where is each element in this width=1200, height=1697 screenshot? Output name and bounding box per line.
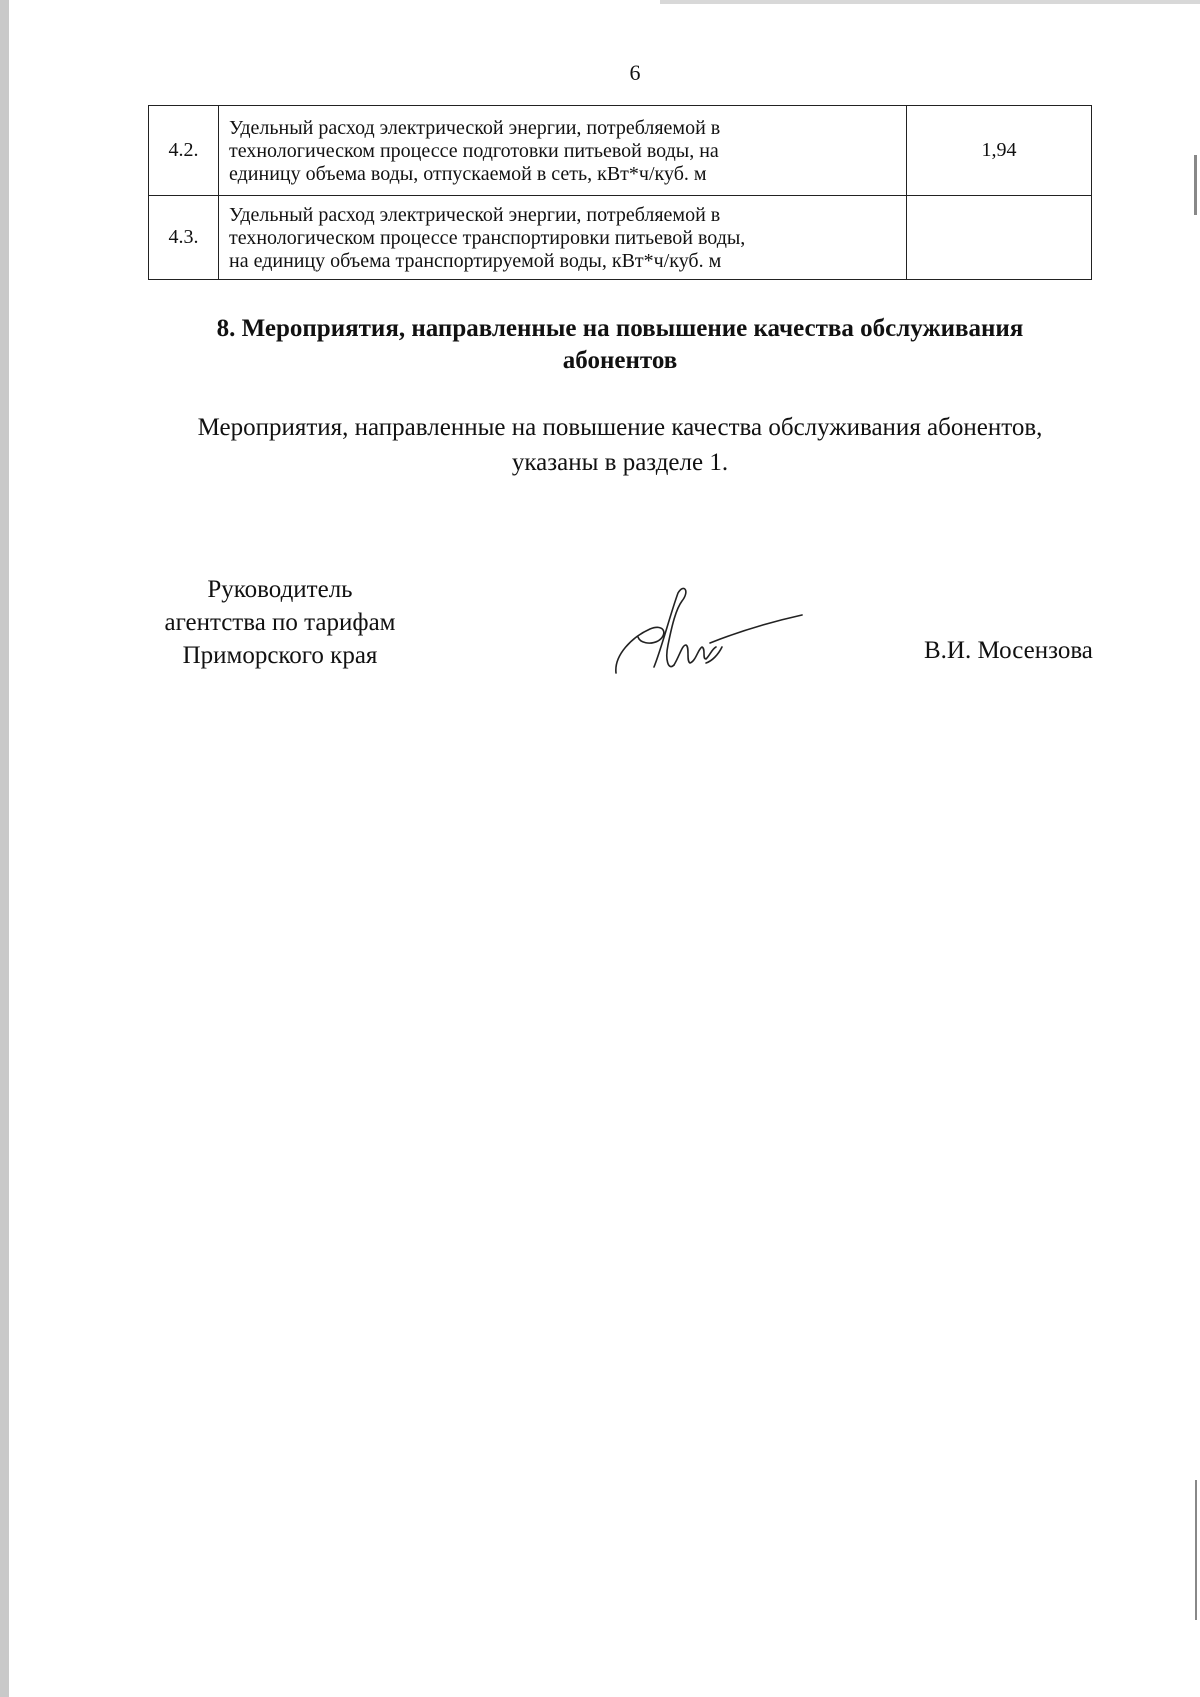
heading-line: абонентов xyxy=(562,347,678,374)
scan-edge-right xyxy=(1195,1480,1197,1620)
description-line: Удельный расход электрической энергии, потребляемой в xyxy=(229,204,721,226)
signer-name: В.И. Мосензова xyxy=(924,637,1093,664)
scan-edge-right xyxy=(1194,155,1197,215)
body-line: Мероприятия, направленные на повышение качества обслуживания абонентов, xyxy=(197,414,1043,441)
handwritten-signature xyxy=(610,585,805,685)
description-line: технологическом процессе подготовки питьевой воды, на xyxy=(229,140,719,162)
scan-edge-left xyxy=(0,0,9,1697)
scan-edge-top xyxy=(660,0,1200,4)
description-line: единицу объема воды, отпускаемой в сеть, кВт*ч/куб. м xyxy=(229,163,707,185)
body-line: указаны в разделе 1. xyxy=(511,449,729,476)
description-line: на единицу объема транспортируемой воды, кВт*ч/куб. м xyxy=(229,250,722,272)
description-line: технологическом процессе транспортировки питьевой воды, xyxy=(229,227,746,249)
section-body xyxy=(140,410,1100,480)
page-number: 6 xyxy=(629,60,641,85)
section-heading xyxy=(140,313,1100,377)
position-line: Руководитель xyxy=(207,576,353,603)
row-number: 4.3. xyxy=(149,196,219,280)
table-row xyxy=(149,196,1092,280)
heading-line: 8. Мероприятия, направленные на повышение качества обслуживания xyxy=(216,315,1024,342)
row-number: 4.2. xyxy=(149,106,219,196)
signer-position xyxy=(135,573,425,672)
row-description xyxy=(219,106,907,196)
description-line: Удельный расход электрической энергии, потребляемой в xyxy=(229,117,721,139)
row-value: 1,94 xyxy=(907,106,1092,196)
row-value xyxy=(907,196,1092,280)
row-description xyxy=(219,196,907,280)
table-row xyxy=(149,106,1092,196)
position-line: агентства по тарифам xyxy=(164,609,396,636)
position-line: Приморского края xyxy=(182,642,378,669)
indicators-table xyxy=(148,105,1092,280)
